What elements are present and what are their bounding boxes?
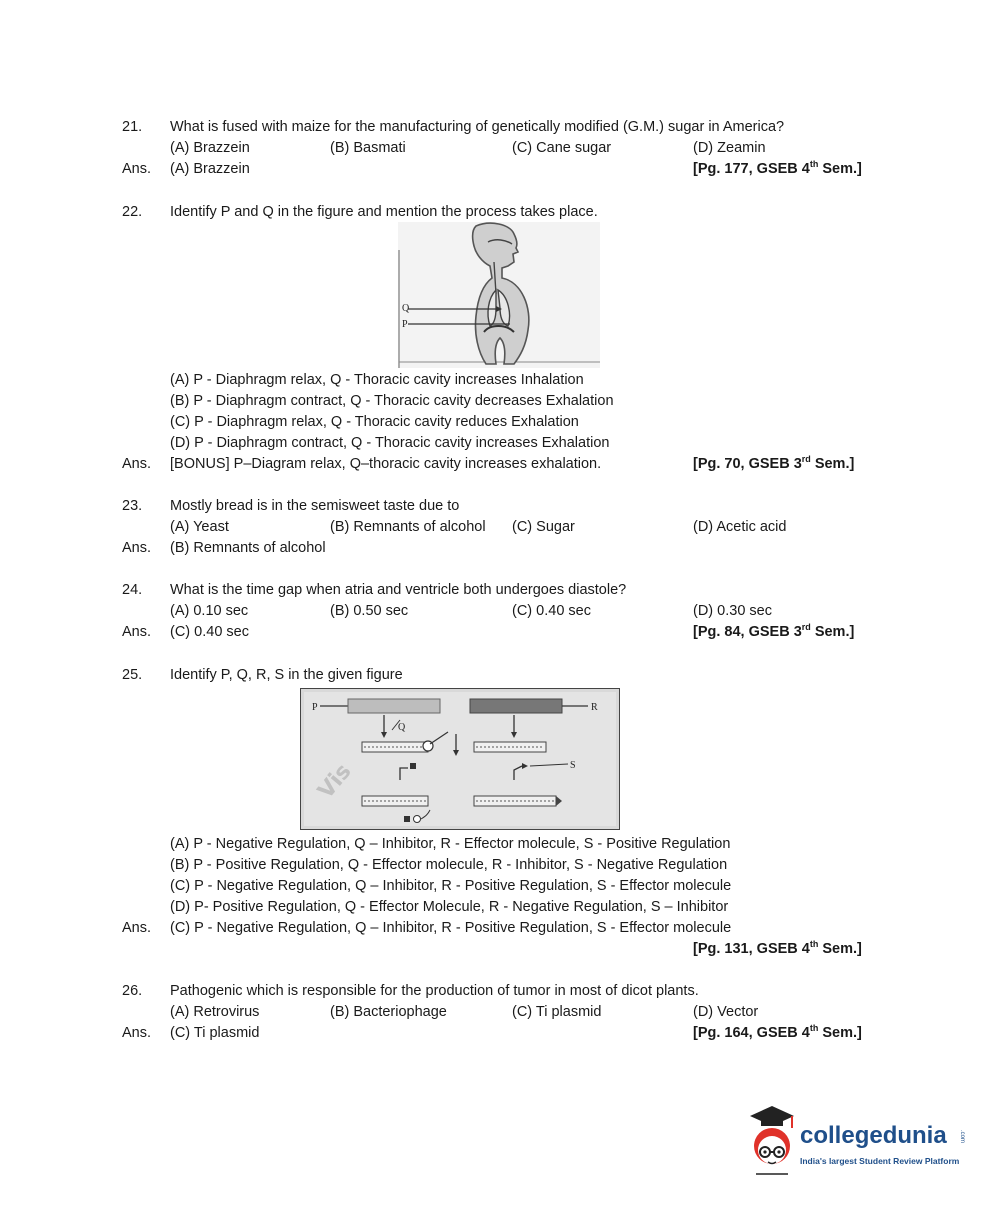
q22-text: Identify P and Q in the figure and mention the process takes place. — [170, 204, 598, 220]
q25-option-c: (C) P - Negative Regulation, Q – Inhibitor, R - Positive Regulation, S - Effector molecule — [170, 878, 732, 894]
q21-option-a: (A) Brazzein — [170, 140, 250, 156]
q23-text: Mostly bread is in the semisweet taste due to — [170, 498, 460, 514]
q23-option-d: (D) Acetic acid — [693, 519, 787, 535]
q22-answer: [BONUS] P–Diagram relax, Q–thoracic cavity increases exhalation. — [170, 456, 602, 472]
q21-option-b: (B) Basmati — [330, 140, 406, 156]
q25-reference: [Pg. 131, GSEB 4th Sem.] — [693, 939, 862, 957]
brand-domain: .com — [959, 1130, 965, 1144]
q22-option-b: (B) P - Diaphragm contract, Q - Thoracic cavity decreases Exhalation — [170, 393, 614, 409]
q22-number: 22. — [122, 204, 143, 220]
q25-answer: (C) P - Negative Regulation, Q – Inhibitor, R - Positive Regulation, S - Effector molecule — [170, 920, 732, 936]
collegedunia-logo — [742, 1100, 972, 1180]
q22-option-a: (A) P - Diaphragm relax, Q - Thoracic cavity increases Inhalation — [170, 372, 584, 388]
q23-option-c: (C) Sugar — [512, 519, 575, 535]
fig25-label-s: S — [570, 760, 576, 771]
q24-option-d: (D) 0.30 sec — [693, 603, 772, 619]
q25-option-b: (B) P - Positive Regulation, Q - Effector molecule, R - Inhibitor, S - Negative Regulation — [170, 857, 728, 873]
q23-option-a: (A) Yeast — [170, 519, 229, 535]
q22-option-c: (C) P - Diaphragm relax, Q - Thoracic cavity reduces Exhalation — [170, 414, 579, 430]
q21-answer: (A) Brazzein — [170, 161, 250, 177]
q21-ans-label: Ans. — [122, 161, 152, 177]
brand-tagline: India's largest Student Review Platform — [800, 1156, 960, 1166]
q22-ans-label: Ans. — [122, 456, 152, 472]
q25-option-d: (D) P- Positive Regulation, Q - Effector Molecule, R - Negative Regulation, S – Inhibitor — [170, 899, 729, 915]
q25-number: 25. — [122, 667, 143, 683]
q26-option-a: (A) Retrovirus — [170, 1004, 260, 1020]
fig25-label-p: P — [312, 702, 318, 713]
q22-reference: [Pg. 70, GSEB 3rd Sem.] — [693, 454, 855, 472]
q24-reference: [Pg. 84, GSEB 3rd Sem.] — [693, 622, 855, 640]
q21-option-d: (D) Zeamin — [693, 140, 766, 156]
q24-text: What is the time gap when atria and ventricle both undergoes diastole? — [170, 582, 627, 598]
q21-number: 21. — [122, 119, 143, 135]
q24-ans-label: Ans. — [122, 624, 152, 640]
q26-text: Pathogenic which is responsible for the production of tumor in most of dicot plants. — [170, 983, 699, 999]
q25-option-a: (A) P - Negative Regulation, Q – Inhibitor, R - Effector molecule, S - Positive Regulation — [170, 836, 731, 852]
mascot-icon — [742, 1100, 800, 1180]
q26-number: 26. — [122, 983, 143, 999]
fig25-label-r: R — [591, 702, 598, 713]
q24-option-c: (C) 0.40 sec — [512, 603, 591, 619]
brand-name: collegedunia — [800, 1122, 947, 1149]
q25-ans-label: Ans. — [122, 920, 152, 936]
q24-option-a: (A) 0.10 sec — [170, 603, 249, 619]
q24-answer: (C) 0.40 sec — [170, 624, 249, 640]
q26-reference: [Pg. 164, GSEB 4th Sem.] — [693, 1023, 862, 1041]
q26-ans-label: Ans. — [122, 1025, 152, 1041]
q23-number: 23. — [122, 498, 143, 514]
q23-ans-label: Ans. — [122, 540, 152, 556]
q21-reference: [Pg. 177, GSEB 4th Sem.] — [693, 159, 862, 177]
q26-option-b: (B) Bacteriophage — [330, 1004, 447, 1020]
svg-text:Vis: Vis — [313, 759, 357, 804]
fig22-label-p: P — [402, 319, 408, 330]
q24-option-b: (B) 0.50 sec — [330, 603, 409, 619]
q24-number: 24. — [122, 582, 143, 598]
q26-option-c: (C) Ti plasmid — [512, 1004, 602, 1020]
q23-answer: (B) Remnants of alcohol — [170, 540, 326, 556]
gene-regulation-figure — [300, 688, 620, 830]
fig22-label-q: Q — [402, 303, 410, 314]
q26-answer: (C) Ti plasmid — [170, 1025, 260, 1041]
q22-option-d: (D) P - Diaphragm contract, Q - Thoracic cavity increases Exhalation — [170, 435, 610, 451]
q25-text: Identify P, Q, R, S in the given figure — [170, 667, 403, 683]
q23-option-b: (B) Remnants of alcohol — [330, 519, 486, 535]
breathing-figure — [398, 222, 600, 368]
q26-option-d: (D) Vector — [693, 1004, 759, 1020]
q21-option-c: (C) Cane sugar — [512, 140, 612, 156]
fig25-label-q: Q — [398, 722, 406, 733]
q21-text: What is fused with maize for the manufacturing of genetically modified (G.M.) sugar in America? — [170, 119, 785, 135]
